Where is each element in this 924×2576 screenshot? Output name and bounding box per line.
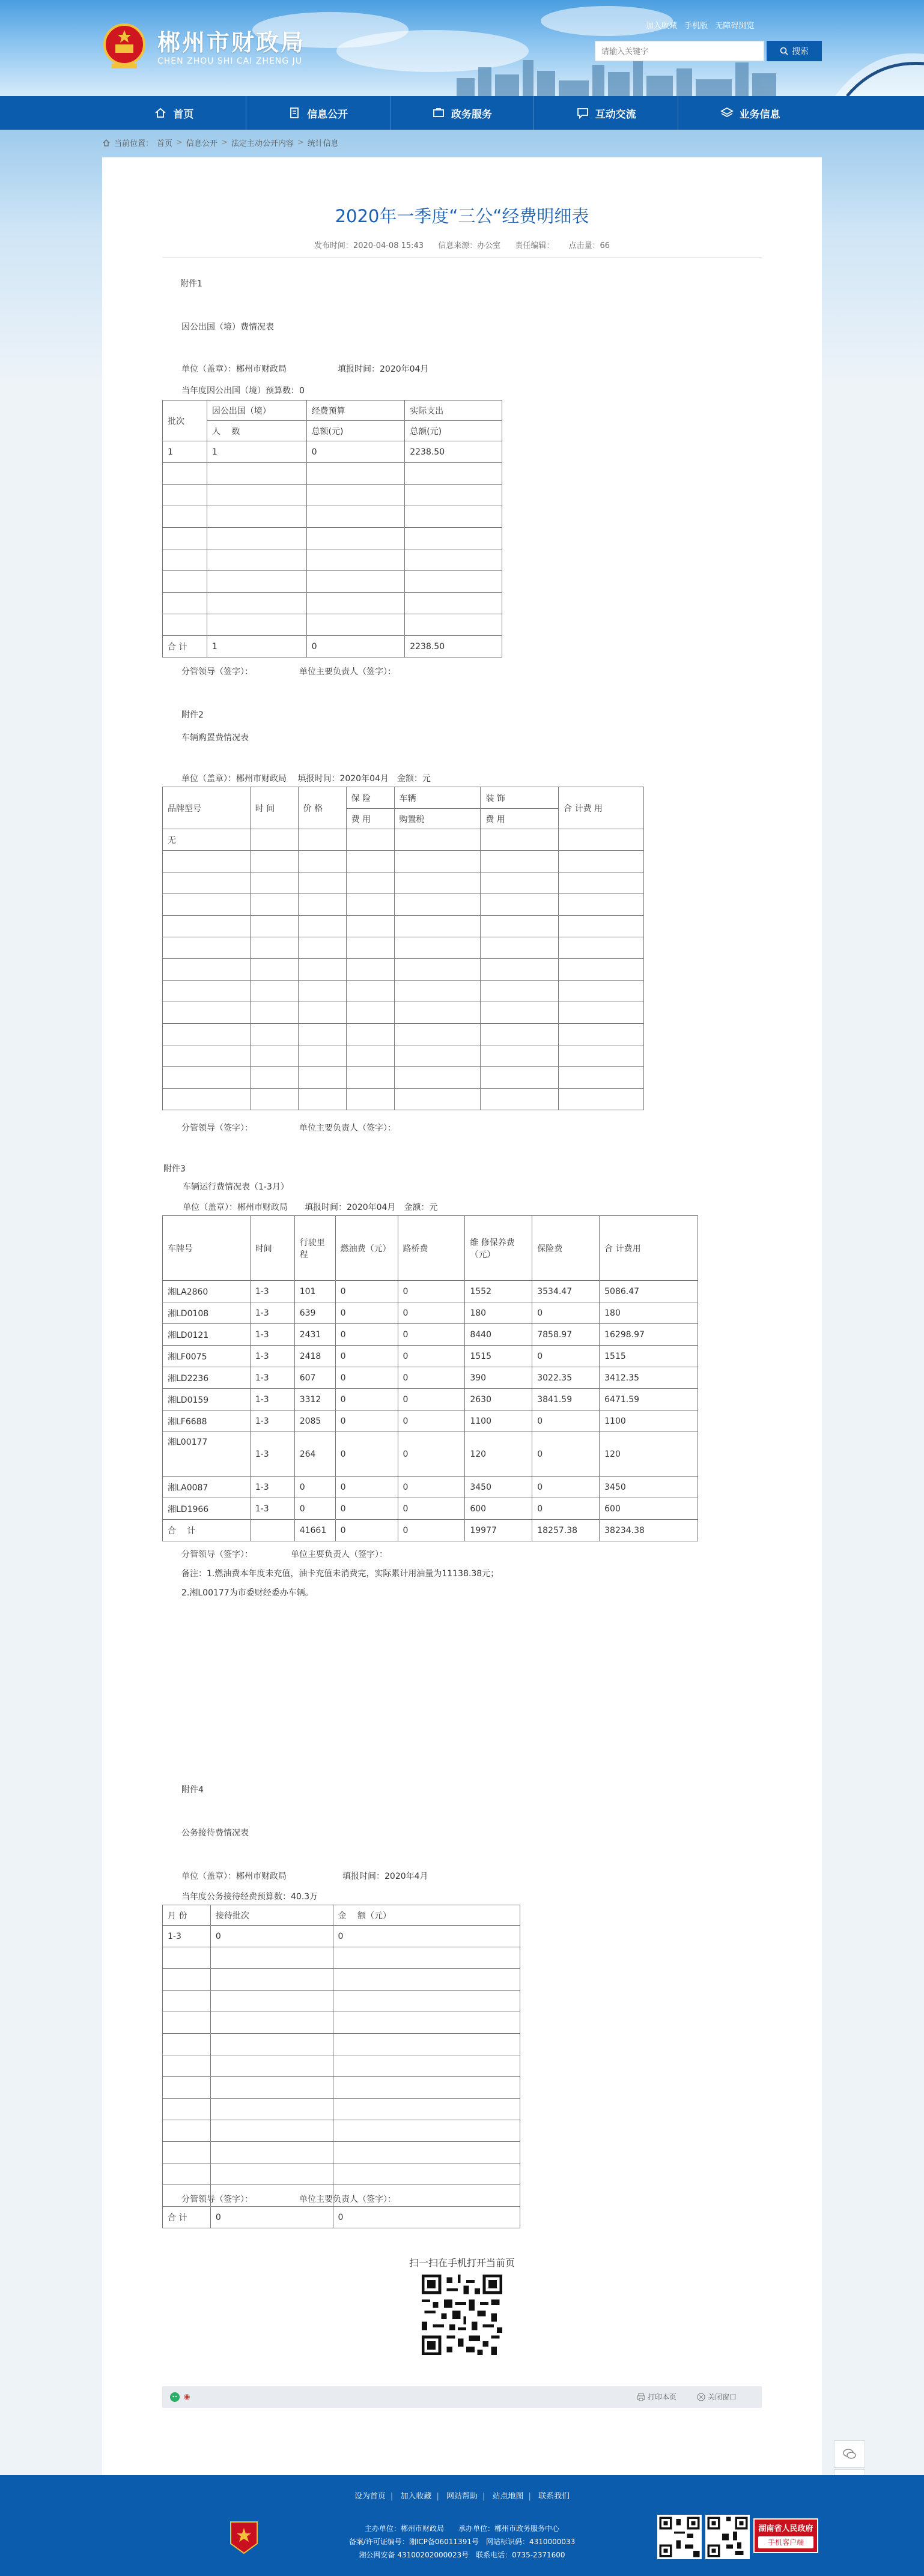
attach2-signatures: 分管领导（签字）： 单位主要负责人（签字）： <box>181 1123 396 1133</box>
table-cell: 1-3 <box>250 1498 294 1520</box>
table-header-row <box>163 421 502 441</box>
table-cell: 0 <box>335 1477 398 1498</box>
footer-qr-code-icon <box>657 2515 702 2559</box>
attach1-heading: 附件1 <box>180 279 202 289</box>
table-header-row <box>163 787 644 809</box>
table-row <box>163 2120 520 2142</box>
attach1-fill-time: 填报时间：2020年04月 <box>338 364 429 374</box>
editor: 责任编辑： <box>515 241 555 250</box>
table-header-cell: 总额(元) <box>306 421 405 441</box>
table-cell: 3312 <box>294 1389 335 1410</box>
close-label: 关闭窗口 <box>708 2393 737 2401</box>
footer-police-record: 湘公网安备 43100202000023号 联系电话：0735-2371600 <box>359 2551 565 2559</box>
table-cell <box>250 1520 294 1541</box>
table-row <box>163 463 502 485</box>
float-wechat-button[interactable] <box>834 2440 865 2468</box>
add-favorite-link[interactable]: 加入收藏 <box>646 22 678 31</box>
attach4-fill-time: 填报时间：2020年4月 <box>342 1872 428 1881</box>
attach2-table <box>162 787 644 1110</box>
table-header-cell: 人 数 <box>207 421 306 441</box>
table-header-cell: 时 间 <box>250 787 298 829</box>
table-row <box>163 1410 698 1432</box>
table-cell: 0 <box>335 1367 398 1389</box>
table-cell: 0 <box>398 1389 465 1410</box>
article-card <box>102 157 822 2475</box>
table-header-cell: 因公出国（境） <box>207 401 306 421</box>
table-total-row <box>163 1520 698 1541</box>
table-cell: 湘LD0121 <box>163 1324 251 1346</box>
chat-icon <box>576 106 589 119</box>
table-cell: 1 <box>207 636 306 658</box>
table-cell: 5086.47 <box>600 1281 698 1302</box>
print-label: 打印本页 <box>648 2393 677 2401</box>
attach2-name: 车辆购置费情况表 <box>181 733 249 743</box>
table-row <box>163 1969 520 1991</box>
table-cell: 1-3 <box>250 1389 294 1410</box>
table-row <box>163 1067 644 1089</box>
table-row <box>163 593 502 614</box>
table-cell: 7858.97 <box>532 1324 600 1346</box>
table-row <box>163 1281 698 1302</box>
table-header-cell: 保 险 <box>346 787 394 809</box>
weibo-share-icon[interactable]: ◉ <box>184 2392 190 2401</box>
attach3-note1: 备注：1.燃油费本年度未充值，油卡充值未消费完，实际累计用油量为11138.38元； <box>181 1569 499 1579</box>
table-cell: 0 <box>398 1346 465 1367</box>
table-cell: 0 <box>306 636 405 658</box>
table-cell: 101 <box>294 1281 335 1302</box>
table-cell: 0 <box>335 1520 398 1541</box>
table-cell: 6471.59 <box>600 1389 698 1410</box>
footer-link-set-home[interactable]: 设为首页 <box>354 2492 386 2501</box>
table-header-cell: 实际支出 <box>405 401 502 421</box>
printer-icon <box>637 2393 645 2401</box>
table-row <box>163 1045 644 1067</box>
breadcrumb-separator: > <box>297 138 304 147</box>
table-row <box>163 614 502 636</box>
table-row <box>163 2077 520 2099</box>
table-row <box>163 1302 698 1324</box>
table-row <box>163 571 502 593</box>
table-row <box>163 485 502 506</box>
nav-item-business-info[interactable] <box>678 96 822 130</box>
table-cell: 639 <box>294 1302 335 1324</box>
layers-icon <box>720 106 734 119</box>
table-cell: 0 <box>398 1410 465 1432</box>
table-cell: 湘LD2236 <box>163 1367 251 1389</box>
table-header-cell: 时间 <box>250 1216 294 1281</box>
breadcrumb-link-disclosure[interactable]: 法定主动公开内容 <box>231 139 294 148</box>
table-cell: 0 <box>335 1432 398 1477</box>
table-cell: 1515 <box>465 1346 532 1367</box>
document-icon <box>288 106 301 119</box>
table-header-cell: 总额(元) <box>405 421 502 441</box>
table-cell: 0 <box>398 1324 465 1346</box>
table-cell: 41661 <box>294 1520 335 1541</box>
attach4-unit: 单位（盖章）：郴州市财政局 <box>181 1872 287 1881</box>
table-cell: 0 <box>398 1302 465 1324</box>
table-header-cell: 金 额（元） <box>333 1905 520 1926</box>
site-subtitle: CHEN ZHOU SHI CAI ZHENG JU <box>157 56 302 66</box>
table-row <box>163 1389 698 1410</box>
breadcrumb-link-info[interactable]: 信息公开 <box>186 139 217 148</box>
table-cell: 0 <box>398 1367 465 1389</box>
attach4-budget: 当年度公务接待经费预算数：40.3万 <box>181 1892 318 1902</box>
table-row <box>163 829 644 851</box>
nav-item-label: 信息公开 <box>307 108 348 121</box>
attach3-signatures: 分管领导（签字）： 单位主要负责人（签字）： <box>181 1550 388 1559</box>
nav-item-label: 政务服务 <box>451 108 492 121</box>
mobile-version-link[interactable]: 手机版 <box>684 22 708 31</box>
table-header-cell: 月 份 <box>163 1905 211 1926</box>
table-cell: 2238.50 <box>405 441 502 463</box>
table-header-cell: 合 计费用 <box>600 1216 698 1281</box>
table-cell: 合 计 <box>163 636 207 658</box>
table-cell: 3450 <box>600 1477 698 1498</box>
table-row <box>163 981 644 1002</box>
table-cell: 0 <box>398 1432 465 1477</box>
table-header-row <box>163 1905 520 1926</box>
nav-item-label: 互动交流 <box>595 108 636 121</box>
close-icon <box>697 2393 705 2401</box>
table-cell: 2418 <box>294 1346 335 1367</box>
table-row <box>163 2055 520 2077</box>
table-row <box>163 1477 698 1498</box>
table-row <box>163 1498 698 1520</box>
table-cell: 湘L00177 <box>163 1432 251 1477</box>
table-cell: 0 <box>210 2207 333 2228</box>
attach4-heading: 附件4 <box>181 1785 204 1795</box>
table-header-row <box>163 401 502 421</box>
article-meta <box>102 239 822 250</box>
table-row <box>163 1024 644 1045</box>
gov-app-mobile-label: 手机客户端 <box>758 2536 813 2548</box>
attach4-signatures: 分管领导（签字）： 单位主要负责人（签字）： <box>181 2195 396 2204</box>
table-cell: 0 <box>294 1498 335 1520</box>
table-cell: 2238.50 <box>405 636 502 658</box>
table-cell: 1552 <box>465 1281 532 1302</box>
table-header-cell: 燃油费（元） <box>335 1216 398 1281</box>
table-cell: 0 <box>306 441 405 463</box>
table-cell: 0 <box>398 1498 465 1520</box>
table-cell: 18257.38 <box>532 1520 600 1541</box>
table-row <box>163 1002 644 1024</box>
footer-qr-code-icon <box>705 2515 750 2559</box>
table-cell: 0 <box>398 1520 465 1541</box>
table-total-row <box>163 2207 520 2228</box>
print-button[interactable] <box>637 2392 676 2402</box>
breadcrumb-link-home[interactable]: 首页 <box>157 139 173 148</box>
breadcrumb-separator: > <box>220 138 228 147</box>
table-header-cell: 价 格 <box>298 787 346 829</box>
footer-links <box>0 2490 924 2501</box>
table-row <box>163 549 502 571</box>
footer-link-sitemap[interactable]: 站点地图 <box>492 2492 524 2501</box>
table-cell: 湘LA2860 <box>163 1281 251 1302</box>
table-cell: 0 <box>398 1477 465 1498</box>
attach1-signatures: 分管领导（签字）： 单位主要负责人（签字）： <box>181 667 396 677</box>
table-cell: 0 <box>532 1498 600 1520</box>
table-row <box>163 851 644 872</box>
footer-link-help[interactable]: 网站帮助 <box>446 2492 478 2501</box>
table-cell: 3841.59 <box>532 1389 600 1410</box>
table-row <box>163 1367 698 1389</box>
qr-code-icon <box>422 2275 502 2355</box>
table-cell: 2630 <box>465 1389 532 1410</box>
table-header-cell: 保险费 <box>532 1216 600 1281</box>
search-input[interactable] <box>595 41 764 61</box>
attach3-name: 车辆运行费情况表（1-3月） <box>183 1182 289 1192</box>
table-cell: 3450 <box>465 1477 532 1498</box>
table-cell: 180 <box>600 1302 698 1324</box>
table-cell: 0 <box>333 1926 520 1947</box>
footer-link-favorite[interactable]: 加入收藏 <box>400 2492 432 2501</box>
share-bar <box>162 2386 762 2408</box>
table-row <box>163 1346 698 1367</box>
table-cell: 600 <box>465 1498 532 1520</box>
table-cell: 湘LA0087 <box>163 1477 251 1498</box>
nav-item-interaction[interactable] <box>534 96 678 130</box>
table-row <box>163 2034 520 2055</box>
table-cell: 1 <box>163 441 207 463</box>
site-title: 郴州市财政局 <box>157 29 306 56</box>
table-cell: 0 <box>210 1926 333 1947</box>
table-cell: 0 <box>532 1302 600 1324</box>
nav-item-info-disclosure[interactable] <box>246 96 391 130</box>
table-cell: 湘LF0075 <box>163 1346 251 1367</box>
table-cell: 0 <box>532 1477 600 1498</box>
table-row <box>163 2012 520 2034</box>
breadcrumb-prefix: 当前位置： <box>114 139 154 148</box>
attach2-unit-line: 单位（盖章）：郴州市财政局 填报时间：2020年04月 金额：元 <box>181 774 431 784</box>
table-cell: 120 <box>600 1432 698 1477</box>
attach4-name: 公务接待费情况表 <box>181 1828 249 1838</box>
attach3-note2: 2.湘L00177为市委财经委办车辆。 <box>181 1588 314 1598</box>
table-cell: 1-3 <box>250 1302 294 1324</box>
breadcrumb-link-statistics[interactable]: 统计信息 <box>307 139 339 148</box>
table-cell: 1-3 <box>250 1367 294 1389</box>
table-cell: 0 <box>333 2207 520 2228</box>
table-cell: 1-3 <box>250 1432 294 1477</box>
site-footer <box>0 2475 924 2576</box>
table-header-cell: 行驶里程 <box>294 1216 335 1281</box>
table-cell: 0 <box>335 1324 398 1346</box>
table-cell: 1100 <box>600 1410 698 1432</box>
table-row <box>163 1324 698 1346</box>
table-cell: 38234.38 <box>600 1520 698 1541</box>
table-cell: 0 <box>335 1498 398 1520</box>
national-emblem-icon <box>102 22 147 71</box>
table-cell: 0 <box>335 1410 398 1432</box>
table-cell: 2431 <box>294 1324 335 1346</box>
attach1-name: 因公出国（境）费情况表 <box>181 322 274 332</box>
table-cell: 19977 <box>465 1520 532 1541</box>
table-cell: 600 <box>600 1498 698 1520</box>
table-row <box>163 1991 520 2012</box>
table-cell: 1-3 <box>250 1346 294 1367</box>
search-icon <box>780 47 788 55</box>
service-icon <box>432 106 445 119</box>
table-cell: 1-3 <box>163 1926 211 1947</box>
nav-item-gov-service[interactable] <box>391 96 535 130</box>
table-cell: 607 <box>294 1367 335 1389</box>
footer-link-contact[interactable]: 联系我们 <box>538 2492 570 2501</box>
table-cell: 0 <box>398 1281 465 1302</box>
footer-link-separator: | <box>482 2492 485 2501</box>
table-header-cell: 维 修保养费（元） <box>465 1216 532 1281</box>
table-header-cell: 购置税 <box>394 809 481 829</box>
table-cell: 0 <box>335 1302 398 1324</box>
nav-item-home[interactable] <box>102 96 246 130</box>
info-source: 信息来源：办公室 <box>438 241 501 250</box>
table-header-cell: 费 用 <box>346 809 394 829</box>
table-cell: 120 <box>465 1432 532 1477</box>
table-cell: 390 <box>465 1367 532 1389</box>
site-header <box>0 0 924 96</box>
table-cell: 湘LD0108 <box>163 1302 251 1324</box>
table-row <box>163 894 644 916</box>
table-row <box>163 2099 520 2120</box>
nav-item-label: 业务信息 <box>739 108 780 121</box>
close-window-button[interactable] <box>697 2392 737 2402</box>
attach4-table <box>162 1905 520 2228</box>
footer-icp: 备案/许可证编号：湘ICP备06011391号 网站标识码：4310000033 <box>348 2538 576 2546</box>
table-cell: 3412.35 <box>600 1367 698 1389</box>
gov-app-label: 湖南省人民政府 <box>758 2524 813 2533</box>
article-title: 2020年一季度“三公“经费明细表 <box>335 206 589 226</box>
table-cell: 0 <box>532 1410 600 1432</box>
table-row <box>163 872 644 894</box>
table-cell: 无 <box>163 829 251 851</box>
view-count: 点击量：66 <box>568 241 610 250</box>
table-cell: 0 <box>335 1389 398 1410</box>
table-header-cell: 路桥费 <box>398 1216 465 1281</box>
table-row <box>163 528 502 549</box>
footer-organizer: 主办单位：郴州市财政局 承办单位：郴州市政务服务中心 <box>364 2524 559 2533</box>
table-row <box>163 916 644 937</box>
table-cell: 湘LD1966 <box>163 1498 251 1520</box>
table-cell: 180 <box>465 1302 532 1324</box>
table-cell: 1-3 <box>250 1324 294 1346</box>
table-cell: 合 计 <box>163 2207 211 2228</box>
table-row <box>163 506 502 528</box>
footer-link-separator: | <box>390 2492 394 2501</box>
table-header-cell: 车牌号 <box>163 1216 251 1281</box>
table-cell: 1-3 <box>250 1410 294 1432</box>
table-header-cell: 装 饰 <box>481 787 559 809</box>
table-cell: 16298.97 <box>600 1324 698 1346</box>
footer-link-separator: | <box>436 2492 439 2501</box>
table-row <box>163 2142 520 2163</box>
table-cell: 0 <box>335 1346 398 1367</box>
table-cell: 3022.35 <box>532 1367 600 1389</box>
home-icon <box>154 106 167 119</box>
table-row <box>163 937 644 959</box>
table-header-cell: 费 用 <box>481 809 559 829</box>
nav-item-label: 首页 <box>173 108 194 121</box>
table-row <box>163 1926 520 1947</box>
accessibility-link[interactable]: 无障碍浏览 <box>715 22 755 31</box>
table-cell: 0 <box>294 1477 335 1498</box>
table-row <box>163 959 644 981</box>
table-cell: 3534.47 <box>532 1281 600 1302</box>
table-cell: 湘LD0159 <box>163 1389 251 1410</box>
attach1-unit: 单位（盖章）：郴州市财政局 <box>181 364 287 374</box>
table-cell: 8440 <box>465 1324 532 1346</box>
search-button-label: 搜索 <box>792 46 809 56</box>
table-cell: 湘LF6688 <box>163 1410 251 1432</box>
table-total-row <box>163 636 502 658</box>
table-cell: 0 <box>532 1346 600 1367</box>
table-row <box>163 441 502 463</box>
table-header-cell: 批次 <box>163 401 207 441</box>
table-cell: 0 <box>335 1281 398 1302</box>
table-header-cell: 经费预算 <box>306 401 405 421</box>
attach1-budget: 当年度因公出国（境）预算数：0 <box>181 386 305 396</box>
attach1-table <box>162 400 502 658</box>
table-cell: 1515 <box>600 1346 698 1367</box>
table-cell: 2085 <box>294 1410 335 1432</box>
table-cell: 1100 <box>465 1410 532 1432</box>
divider <box>162 257 762 258</box>
table-cell: 264 <box>294 1432 335 1477</box>
attach3-table <box>162 1215 698 1541</box>
table-row <box>163 1432 698 1477</box>
breadcrumb-separator: > <box>176 138 183 147</box>
attach3-unit-line: 单位（盖章）：郴州市财政局 填报时间：2020年04月 金额：元 <box>183 1203 438 1212</box>
wechat-icon <box>842 2446 857 2462</box>
hunan-gov-app-link[interactable] <box>753 2518 818 2553</box>
breadcrumb <box>102 137 339 148</box>
table-cell: 0 <box>532 1432 600 1477</box>
search-button[interactable] <box>767 41 822 61</box>
table-header-cell: 接待批次 <box>210 1905 333 1926</box>
table-header-row <box>163 1216 698 1281</box>
table-cell: 1-3 <box>250 1281 294 1302</box>
table-row <box>163 1089 644 1110</box>
publish-time: 发布时间：2020-04-08 15:43 <box>314 241 424 250</box>
attach3-heading: 附件3 <box>163 1164 186 1174</box>
wechat-share-icon[interactable] <box>169 2392 180 2402</box>
table-header-cell: 合 计费 用 <box>559 787 644 829</box>
table-header-cell: 品牌型号 <box>163 787 251 829</box>
stadium-graphic <box>835 42 924 96</box>
table-cell: 合 计 <box>163 1520 251 1541</box>
home-icon <box>102 139 111 147</box>
attach2-heading: 附件2 <box>181 710 204 720</box>
table-cell: 1 <box>207 441 306 463</box>
table-row <box>163 1947 520 1969</box>
qr-caption: 扫一扫在手机打开当前页 <box>409 2257 515 2269</box>
table-cell: 1-3 <box>250 1477 294 1498</box>
footer-link-separator: | <box>528 2492 531 2501</box>
top-links <box>646 19 759 31</box>
table-header-cell: 车辆 <box>394 787 481 809</box>
main-nav <box>0 96 924 130</box>
table-row <box>163 2163 520 2185</box>
